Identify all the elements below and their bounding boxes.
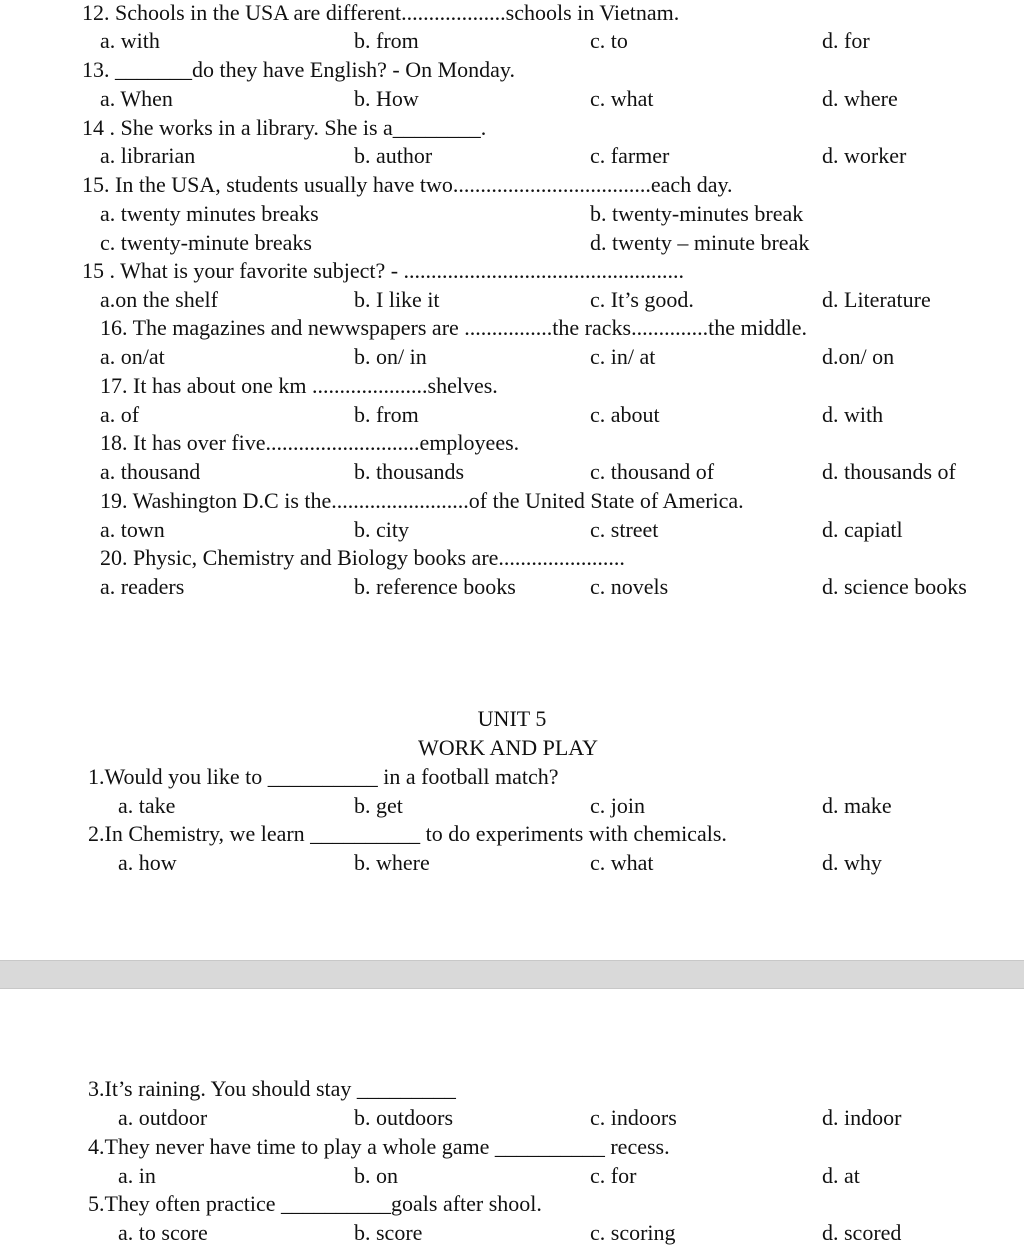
question-text: 4.They never have time to play a whole game __________ recess. (88, 1134, 670, 1159)
question-text: 13. _______do they have English? - On Monday. (82, 57, 516, 82)
option-a: a. When (100, 86, 173, 111)
question-text: 17. It has about one km .....................shelves. (100, 373, 498, 398)
question-text: 15 . What is your favorite subject? - ................................................... (82, 258, 685, 283)
option-d: d. scored (822, 1220, 902, 1245)
option-c: c. twenty-minute breaks (100, 230, 312, 255)
answer-row (0, 342, 1024, 371)
answer-row (0, 1161, 1024, 1190)
option-c: c. join (590, 793, 645, 818)
question-line (0, 1189, 1024, 1218)
question-line (0, 762, 1024, 791)
option-a: a. librarian (100, 143, 196, 168)
option-c: c. for (590, 1163, 637, 1188)
option-b: b. author (354, 143, 433, 168)
option-a: a. in (118, 1163, 156, 1188)
question-line (0, 1074, 1024, 1103)
question-text: 20. Physic, Chemistry and Biology books are....................... (100, 545, 625, 570)
option-d: d. at (822, 1163, 860, 1188)
option-c: c. It’s good. (590, 287, 694, 312)
option-b: b. from (354, 402, 419, 427)
answer-row (0, 1103, 1024, 1132)
option-c: c. street (590, 517, 659, 542)
option-c: c. novels (590, 574, 669, 599)
question-text: 5.They often practice __________goals after shool. (88, 1191, 542, 1216)
option-b: b. How (354, 86, 419, 111)
option-d: d. twenty – minute break (590, 230, 810, 255)
question-text: 14 . She works in a library. She is a________. (82, 115, 487, 140)
question-line (0, 0, 1024, 27)
option-a: a. of (100, 402, 140, 427)
answer-row (0, 84, 1024, 113)
option-c: c. thousand of (590, 459, 715, 484)
option-c: c. indoors (590, 1105, 677, 1130)
option-d: d. where (822, 86, 898, 111)
option-b: b. from (354, 28, 419, 53)
option-a: a. thousand (100, 459, 201, 484)
option-a: a. on/at (100, 344, 165, 369)
option-d: d. with (822, 402, 884, 427)
unit-subtitle: WORK AND PLAY (417, 735, 599, 760)
option-a: a.on the shelf (100, 287, 218, 312)
question-text: 1.Would you like to __________ in a football match? (88, 764, 559, 789)
question-line (0, 55, 1024, 84)
option-d: d. Literature (822, 287, 931, 312)
question-line (0, 256, 1024, 285)
question-text: 16. The magazines and newwspapers are ................the racks..............the middle. (100, 315, 808, 340)
answer-row (0, 26, 1024, 55)
unit-title: UNIT 5 (477, 706, 547, 731)
option-a: a. outdoor (118, 1105, 208, 1130)
option-c: c. scoring (590, 1220, 676, 1245)
option-c: c. farmer (590, 143, 670, 168)
question-line (0, 1132, 1024, 1161)
answer-row (0, 141, 1024, 170)
option-a: a. town (100, 517, 165, 542)
answer-row (0, 1218, 1024, 1247)
question-text: 19. Washington D.C is the.........................of the United State of America. (100, 488, 744, 513)
option-c: c. in/ at (590, 344, 656, 369)
option-a: a. to score (118, 1220, 208, 1245)
option-c: c. about (590, 402, 660, 427)
question-line (0, 819, 1024, 848)
answer-row (0, 791, 1024, 820)
option-d: d. indoor (822, 1105, 902, 1130)
question-text: 15. In the USA, students usually have two....................................each day. (82, 172, 733, 197)
answer-row (0, 848, 1024, 877)
answer-row (0, 228, 1024, 257)
option-b: b. thousands (354, 459, 464, 484)
option-c: c. what (590, 850, 654, 875)
question-line (0, 371, 1024, 400)
answer-row (0, 515, 1024, 544)
answer-row (0, 572, 1024, 601)
option-a: a. with (100, 28, 160, 53)
option-b: b. outdoors (354, 1105, 453, 1130)
question-text: 2.In Chemistry, we learn __________ to do experiments with chemicals. (88, 821, 727, 846)
option-b: b. where (354, 850, 430, 875)
answer-row (0, 400, 1024, 429)
option-d: d. why (822, 850, 882, 875)
answer-row (0, 457, 1024, 486)
question-text: 3.It’s raining. You should stay _________ (88, 1076, 456, 1101)
question-text: 18. It has over five............................employees. (100, 430, 520, 455)
option-b: b. score (354, 1220, 423, 1245)
option-c: c. what (590, 86, 654, 111)
answer-row (0, 285, 1024, 314)
option-b: b. reference books (354, 574, 516, 599)
question-line (0, 113, 1024, 142)
option-b: b. twenty-minutes break (590, 201, 804, 226)
question-line (0, 313, 1024, 342)
question-line (0, 170, 1024, 199)
option-c: c. to (590, 28, 628, 53)
option-b: b. get (354, 793, 403, 818)
option-a: a. how (118, 850, 177, 875)
option-b: b. I like it (354, 287, 440, 312)
option-a: a. take (118, 793, 176, 818)
option-d: d. science books (822, 574, 967, 599)
option-d: d. capiatl (822, 517, 903, 542)
option-d: d. make (822, 793, 892, 818)
option-a: a. twenty minutes breaks (100, 201, 319, 226)
option-b: b. on (354, 1163, 398, 1188)
answer-row (0, 199, 1024, 228)
option-b: b. city (354, 517, 409, 542)
question-line (0, 486, 1024, 515)
page-break-divider (0, 960, 1024, 989)
option-d: d. thousands of (822, 459, 956, 484)
option-d: d.on/ on (822, 344, 895, 369)
question-text: 12. Schools in the USA are different...................schools in Vietnam. (82, 0, 680, 25)
option-d: d. for (822, 28, 870, 53)
question-line (0, 543, 1024, 572)
option-d: d. worker (822, 143, 907, 168)
option-a: a. readers (100, 574, 185, 599)
question-line (0, 428, 1024, 457)
option-b: b. on/ in (354, 344, 427, 369)
